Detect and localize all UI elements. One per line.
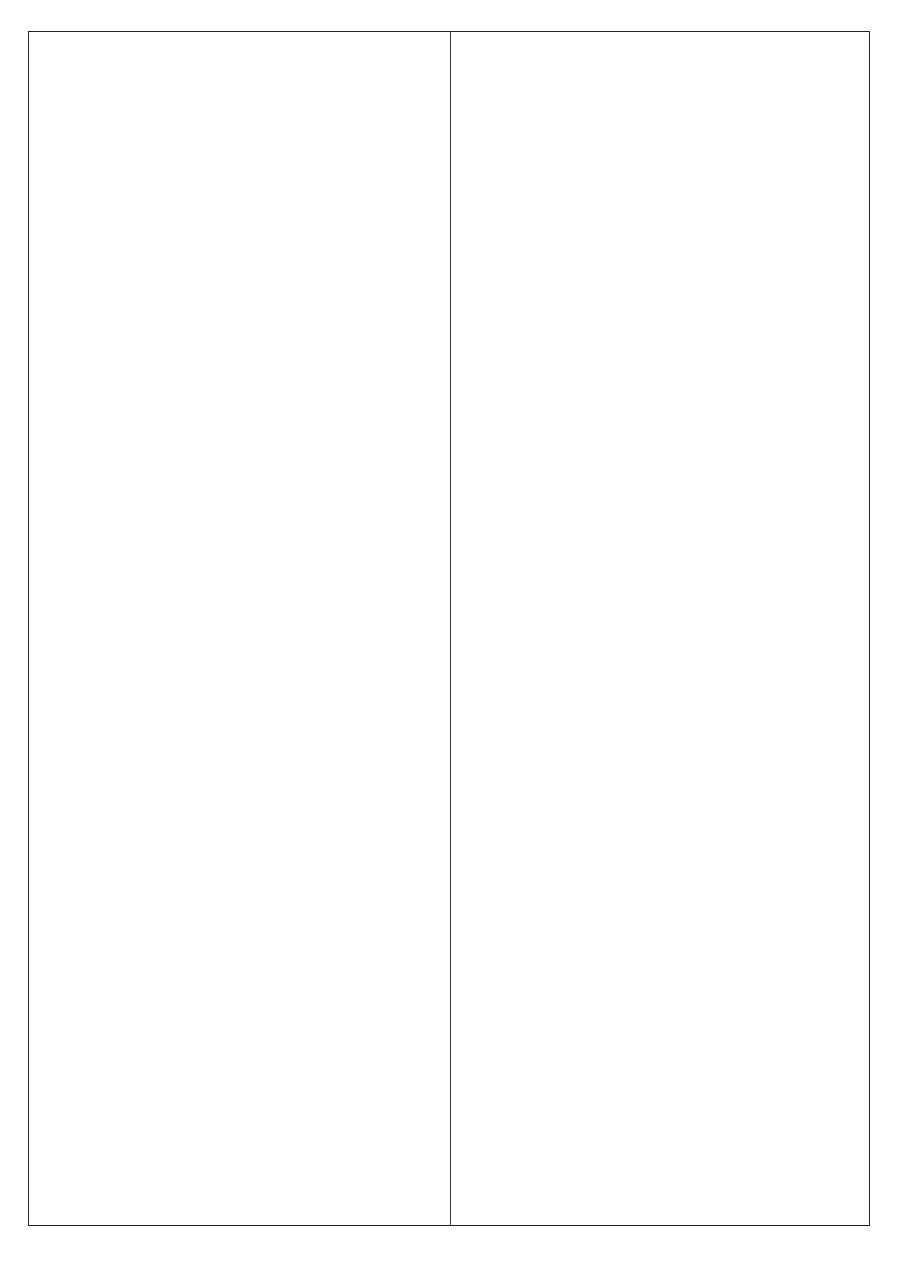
catalog-frame [28,31,870,1226]
column-divider [450,32,451,1226]
